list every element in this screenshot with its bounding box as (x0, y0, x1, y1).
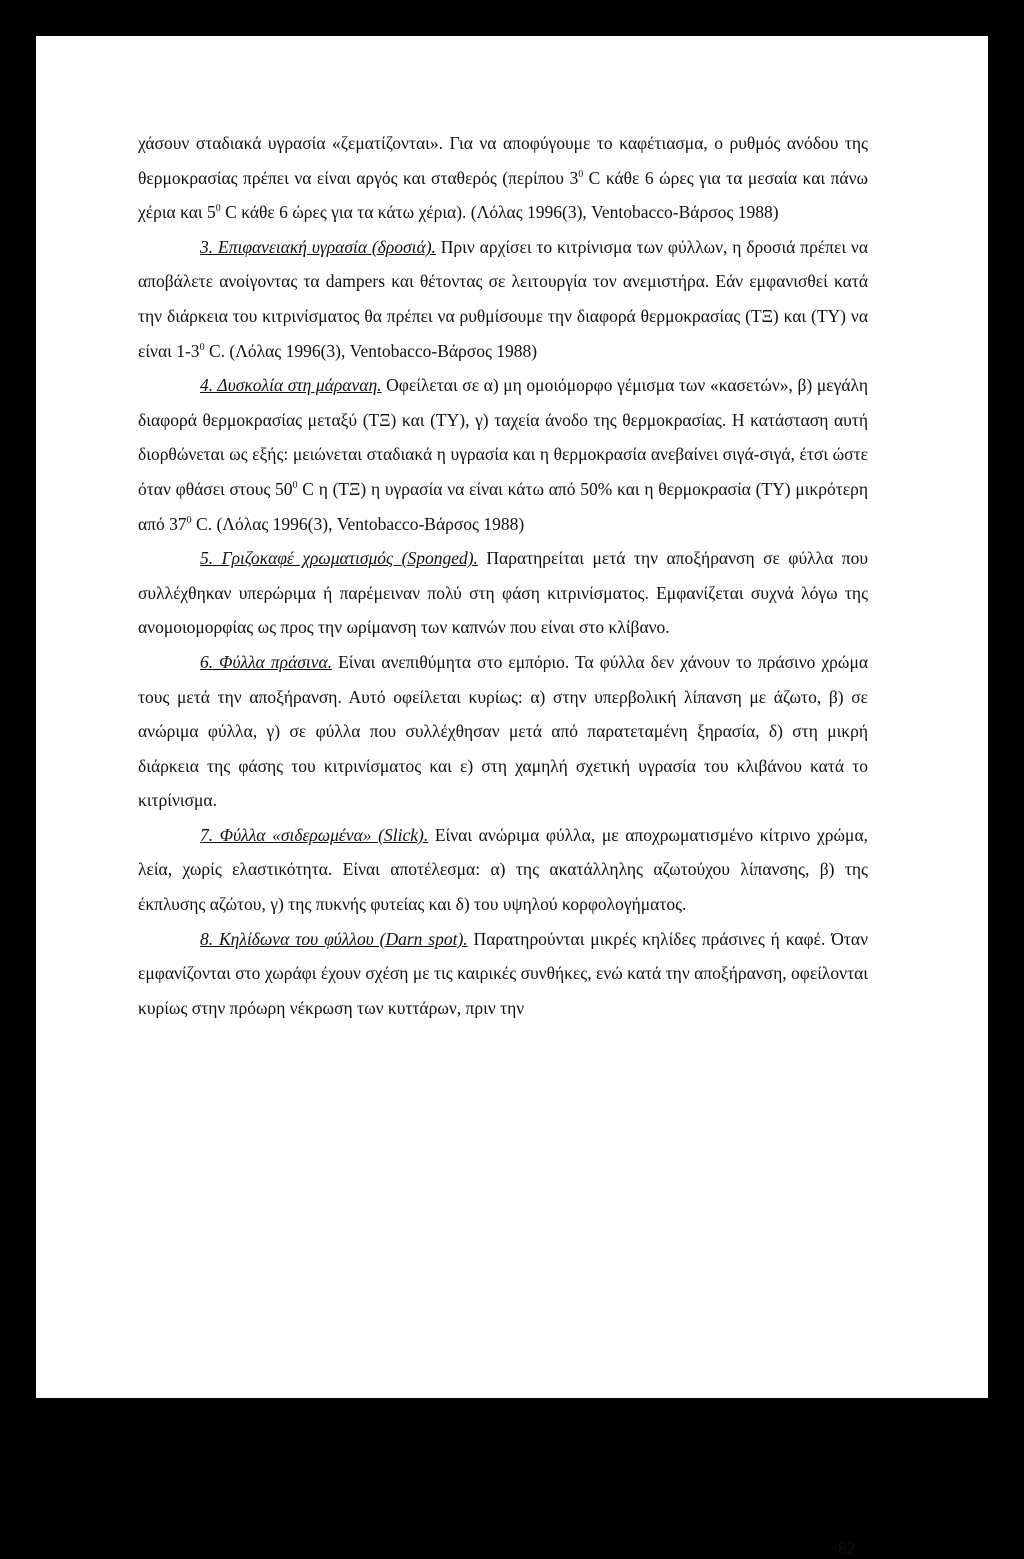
paragraph-text: Είναι ανεπιθύμητα στο εμπόριο. Τα φύλλα δεν χάνουν το πράσινο χρώμα τους μετά την αποξήρανση. Αυτό οφείλεται κυρίως: α) στην υπερβολική λίπανση με άζωτο, β) σε ανώριμα φύλλα, γ) σε φύλλα που συλλέχθησαν μετά από παρατεταμένη ξηρασία, δ) στη μικρή διάρκεια της φάσης του κιτρινίσματος και ε) στη χαμηλή σχετική υγρασία του κλιβάνου κατά το κιτρίνισμα. (138, 651, 868, 811)
section-heading: 4. Δυσκολία στη μάραναη. (200, 375, 382, 396)
degree-superscript: 0 (292, 479, 298, 491)
degree-superscript: 0 (186, 514, 192, 526)
section-heading: 6. Φύλλα πράσινα. (200, 651, 333, 672)
paragraph-text: Οφείλεται σε α) μη ομοιόμορφο γέμισμα των «κασετών», β) μεγάλη διαφορά θερμοκρασίας μεταξύ (ΤΞ) και (ΤΥ), γ) ταχεία άνοδο της θερμοκρασίας. Η κατάσταση αυτή διορθώνεται ως εξής: μειώνεται σταδιακά η υγρασία και η θερμοκρασία ανεβαίνει σιγά-σιγά, έτσι ώστε όταν φθάσει στους 50 (138, 375, 868, 499)
paragraph-text: Πριν αρχίσει το κιτρίνισμα των φύλλων, η δροσιά πρέπει να αποβάλετε ανοίγοντας τα dampers και θέτοντας σε λειτουργία τον ανεμιστήρα. Εάν εμφανισθεί κατά την διάρκεια του κιτρινίσματος θα πρέπει να ρυθμίσουμε την διαφορά θερμοκρασίας (ΤΞ) και (ΤΥ) να είναι 1-3 (138, 236, 868, 361)
section-heading: 5. Γριζοκαφέ χρωματισμός (Sponged). (200, 548, 478, 569)
paragraph-text: Είναι ανώριμα φύλλα, με αποχρωματισμένο κίτρινο χρώμα, λεία, χωρίς ελαστικότητα. Είναι αποτέλεσμα: α) της ακατάλληλης αζωτούχου λίπανσης, β) της έκπλυσης αζώτου, γ) της πυκνής φυτείας και δ) του υψηλού κορφολογήματος. (138, 824, 868, 915)
paragraph-wilting-difficulty (138, 368, 868, 541)
paragraph-surface-moisture (138, 230, 868, 368)
paragraph-slick-leaves (138, 818, 868, 922)
degree-superscript: 0 (199, 341, 205, 353)
paragraph-continuation (138, 126, 868, 230)
paragraph-sponged (138, 541, 868, 645)
paragraph-text: Παρατηρείται μετά την αποξήρανση σε φύλλα που συλλέχθηκαν υπερώριμα ή παρέμειναν πολύ στη φάση κιτρινίσματος. Εμφανίζεται συχνά λόγω της ανομοιομορφίας ως προς την ωρίμανση των καπνών που είναι στο κλίβανο. (138, 548, 868, 638)
paragraph-text: C. (Λόλας 1996(3), Ventobacco-Βάρσος 1988) (191, 513, 525, 534)
paragraph-darn-spot (138, 922, 868, 1026)
section-heading: 7. Φύλλα «σιδερωμένα» (Slick). (200, 824, 429, 845)
document-page (36, 36, 988, 1558)
paragraph-text: χάσουν σταδιακά υγρασία «ζεματίζονται». Για να αποφύγουμε το καφέτιασμα, ο ρυθμός ανόδου της θερμοκρασίας πρέπει να είναι αργός και σταθερός (περίπου 3 (138, 133, 868, 188)
section-heading: 3. Επιφανειακή υγρασία (δροσιά). (200, 236, 436, 257)
degree-superscript: 0 (578, 168, 584, 180)
paragraph-text: C η (ΤΞ) η υγρασία να είναι κάτω από 50% και η θερμοκρασία (ΤΥ) μικρότερη από 37 (138, 478, 868, 534)
paragraph-text: C κάθε 6 ώρες για τα κάτω χέρια). (Λόλας 1996(3), Ventobacco-Βάρσος 1988) (220, 202, 779, 223)
section-heading: 8. Κηλίδωνα του φύλλου (Darn spot). (200, 928, 468, 949)
page-number: 82 (838, 1538, 856, 1558)
degree-superscript: 0 (215, 203, 221, 215)
body-text (138, 126, 868, 1025)
paragraph-text: C. (Λόλας 1996(3), Ventobacco-Βάρσος 1988) (204, 340, 538, 361)
paragraph-green-leaves (138, 645, 868, 818)
paragraph-text: C κάθε 6 ώρες για τα μεσαία και πάνω χέρια και 5 (138, 167, 869, 223)
paragraph-text: Παρατηρούνται μικρές κηλίδες πράσινες ή καφέ. Όταν εμφανίζονται στο χωράφι έχουν σχέση με τις καιρικές συνθήκες, ενώ κατά την αποξήρανση, οφείλονται κυρίως στην πρόωρη νέκρωση των κυττάρων, πριν την (138, 928, 868, 1018)
